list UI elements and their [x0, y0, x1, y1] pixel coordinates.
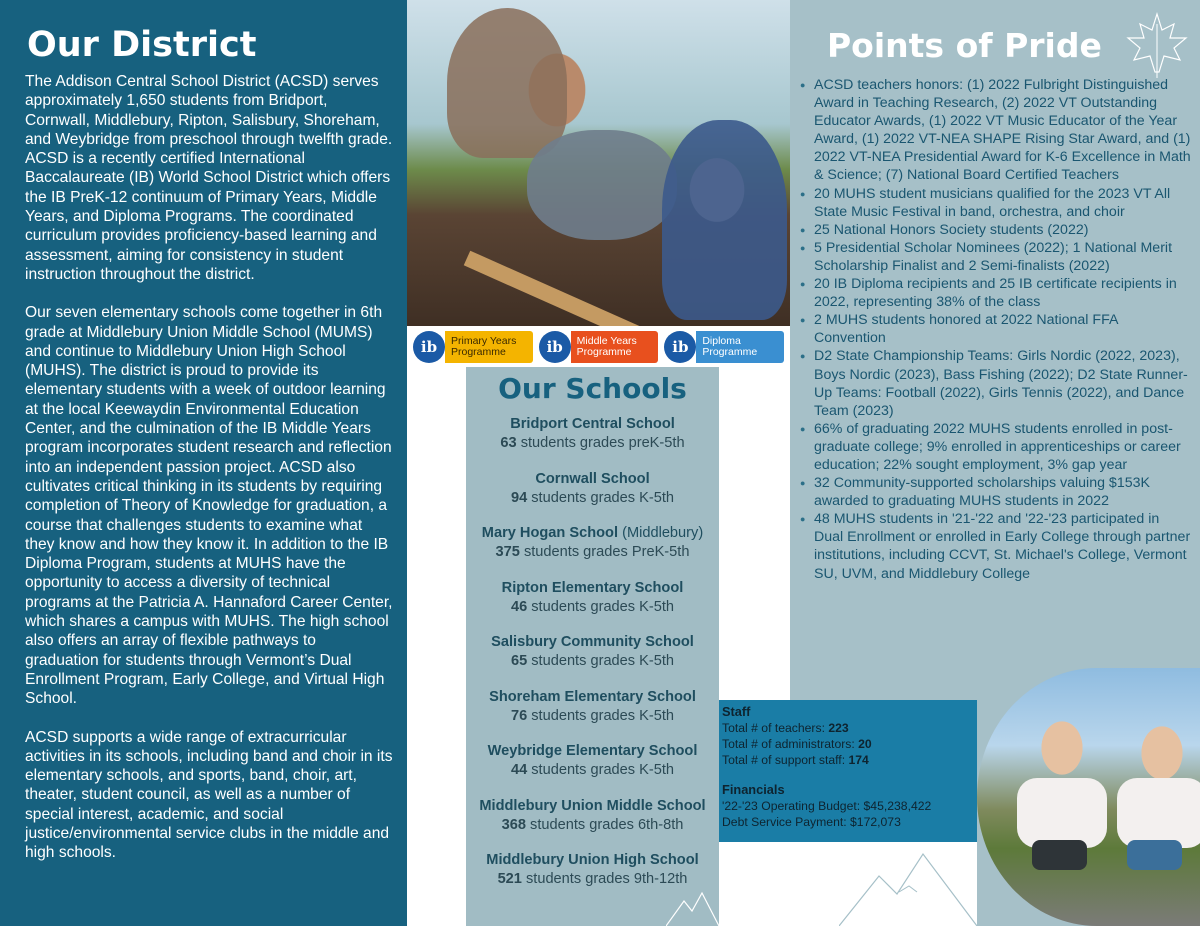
- grade-range: students grades K-5th: [527, 707, 675, 724]
- school-entry: [466, 851, 719, 889]
- school-name-text: Ripton Elementary School: [501, 579, 684, 596]
- pride-item: ● 5 Presidential Scholar Nominees (2022); 1 National Merit Scholarship Finalist and 2 Semi-finalists (2022): [796, 239, 1192, 275]
- photo-figure: [1117, 778, 1200, 848]
- mountain-icon: [666, 887, 719, 926]
- photo-figure: [447, 8, 567, 158]
- school-name-text: Mary Hogan School: [481, 525, 619, 541]
- school-name: [466, 633, 719, 652]
- mountain-icon: [839, 846, 977, 926]
- pride-list: [796, 76, 1192, 583]
- ib-primary-years-badge: [413, 331, 533, 363]
- grade-range: students grades K-5th: [527, 653, 675, 669]
- ib-badge-label: Programme: [702, 346, 758, 358]
- staff-financials-box: [719, 700, 977, 842]
- pride-item: ● D2 State Championship Teams: Girls Nordic (2022, 2023), Boys Nordic (2023), Bass Fishing (2022); D2 State Runner-Up Teams: Football (2022), Girls Tennis (2022), and Dance Team (2023): [796, 347, 1192, 419]
- school-entry: [466, 470, 719, 508]
- pride-item: ● 20 IB Diploma recipients and 25 IB certificate recipients in 2022, representing 38% of the class: [796, 275, 1192, 311]
- grade-range: students grades K-5th: [527, 762, 675, 778]
- admins-stat: [722, 736, 974, 752]
- stat-value: 174: [848, 753, 869, 767]
- grade-range: students grades 9th-12th: [521, 871, 688, 887]
- grade-range: students grades K-5th: [527, 598, 675, 615]
- ib-programmes-strip: [407, 326, 790, 368]
- support-stat: [722, 752, 974, 768]
- student-count: 368: [501, 816, 526, 833]
- pride-item: ● ACSD teachers honors: (1) 2022 Fulbright Distinguished Award in Teaching Research, (2) 2022 VT Outstanding Educator Awards, (1) 2022 VT Music Educator of the Year Award, (1) 2022 VT-NEA SHAPE Rising Star Award, and (1) 2022 VT-NEA Presidential Award for K-6 Excellence in Math & Science; (7) National Board Certified Teachers: [796, 76, 1192, 185]
- school-name-text: Cornwall School: [535, 470, 650, 487]
- ib-diploma-badge: [664, 331, 784, 363]
- our-schools-panel: [466, 367, 719, 926]
- ib-badge-label: Programme: [576, 346, 632, 358]
- stat-label: Total # of administrators:: [722, 737, 859, 751]
- student-count: 76: [510, 707, 528, 724]
- school-enrollment: [466, 761, 719, 780]
- school-name-text: Shoreham Elementary School: [489, 688, 696, 705]
- ib-logo-icon: ib: [539, 331, 571, 363]
- school-name: [466, 797, 719, 816]
- debt-stat: Debt Service Payment: $172,073: [722, 815, 901, 829]
- school-name: [466, 524, 719, 543]
- grade-range: students grades preK-5th: [516, 435, 685, 451]
- school-name: [466, 415, 719, 434]
- school-enrollment: [466, 652, 719, 671]
- stat-value: 20: [858, 737, 872, 751]
- ib-badge-label: Middle Years: [576, 335, 637, 347]
- school-enrollment: [466, 598, 719, 617]
- running-students-photo: [977, 668, 1200, 926]
- photo-figure: [662, 120, 787, 320]
- district-title: Our District: [27, 25, 257, 65]
- school-entry: [466, 415, 719, 453]
- school-place: (Middlebury): [618, 525, 704, 541]
- pride-item: ● 32 Community-supported scholarships valuing $153K awarded to graduating MUHS students in 2022: [796, 474, 1192, 510]
- school-entry: [466, 742, 719, 780]
- school-entry: [466, 633, 719, 671]
- grade-range: students grades K-5th: [527, 489, 675, 506]
- school-name: [466, 851, 719, 870]
- our-district-panel: [0, 0, 407, 926]
- photo-figure: [527, 130, 677, 240]
- maple-leaf-icon: [1122, 10, 1192, 80]
- district-paragraph: Our seven elementary schools come together in 6th grade at Middlebury Union Middle School (MUMS) and continue to Middlebury Union High School (MUHS). The district is proud to provide its elementary students with a week of outdoor learning at the local Keewaydin Environmental Education Center, and the culmination of the IB Middle Years program incorporates student research and reflection into an independent passion project. ACSD also cultivates critical thinking in its students by requiring completion of Theory of Knowledge for graduation, a course that challenges students to examine what they know and how they know it. In addition to the IB Diploma Program, students at MUHS have the opportunity to access a diversity of technical programs at the Patricia A. Hannaford Career Center, which shares a campus with MUHS. The high school also offers an array of flexible pathways to graduation for students through Vermont’s Dual Enrollment Program, Early College, and Virtual High School.: [25, 304, 393, 708]
- student-count: 65: [510, 653, 528, 669]
- pride-item: ● 48 MUHS students in '21-'22 and '22-'23 participated in Dual Enrollment or enrolled in Early College through partner institutions, including CCVT, St. Michael's College, Vermont SU, UVM, and Middlebury College: [796, 510, 1192, 582]
- school-enrollment: [466, 543, 719, 562]
- pride-item: ● 20 MUHS student musicians qualified for the 2023 VT All State Music Festival in band, orchestra, and choir: [796, 185, 1192, 221]
- points-of-pride-panel: [790, 0, 1200, 676]
- ib-badge-label: Primary Years: [451, 335, 517, 347]
- pride-item: ● 25 National Honors Society students (2022): [796, 221, 1192, 239]
- student-count: 46: [510, 598, 528, 615]
- school-entry: [466, 797, 719, 835]
- stat-label: Total # of support staff:: [722, 753, 849, 767]
- student-count: 94: [510, 489, 528, 506]
- grade-range: students grades PreK-5th: [519, 544, 690, 560]
- school-name-text: Bridport Central School: [510, 416, 675, 432]
- ib-badge-label: Diploma: [702, 335, 741, 347]
- garden-students-photo: [407, 0, 790, 326]
- school-name-text: Middlebury Union High School: [486, 852, 699, 868]
- student-count: 521: [497, 871, 522, 887]
- photo-figure: [1017, 778, 1107, 848]
- photo-figure: [1032, 840, 1087, 870]
- stat-value: 223: [828, 721, 849, 735]
- school-name-text: Middlebury Union Middle School: [479, 797, 706, 814]
- student-count: 63: [500, 435, 517, 451]
- stat-label: Total # of teachers:: [722, 721, 829, 735]
- school-entry: [466, 688, 719, 726]
- staff-heading: Staff: [722, 704, 751, 719]
- financials-heading: Financials: [722, 782, 785, 797]
- student-count: 375: [495, 544, 520, 560]
- school-entry: [466, 524, 719, 562]
- budget-stat: '22-'23 Operating Budget: $45,238,422: [722, 799, 932, 813]
- pride-item: ● 2 MUHS students honored at 2022 National FFA Convention: [796, 311, 1192, 347]
- mountain-area: [719, 842, 977, 926]
- schools-title: Our Schools: [498, 372, 687, 405]
- district-paragraph: ACSD supports a wide range of extracurricular activities in its schools, including band and choir in its elementary schools, and sports, band, choir, art, theater, student council, as well as a number of special interest, academic, and social justice/environmental service clubs in the middle and high schools.: [25, 728, 393, 862]
- school-enrollment: [466, 434, 719, 453]
- student-count: 44: [510, 762, 528, 778]
- ib-logo-icon: ib: [664, 331, 696, 363]
- ib-middle-years-badge: [539, 331, 659, 363]
- pride-item: ● 66% of graduating 2022 MUHS students enrolled in post-graduate college; 9% enrolled in apprenticeships or career education; 22% sought employment, 3% gap year: [796, 420, 1192, 474]
- school-name: [466, 688, 719, 707]
- school-enrollment: [466, 816, 719, 835]
- school-name-text: Weybridge Elementary School: [487, 743, 698, 759]
- school-name-text: Salisbury Community School: [491, 634, 694, 650]
- teachers-stat: [722, 720, 974, 736]
- school-name: [466, 470, 719, 489]
- school-list: [466, 415, 719, 889]
- ib-badge-label: Programme: [451, 346, 506, 358]
- school-enrollment: [466, 489, 719, 508]
- grade-range: students grades 6th-8th: [525, 816, 684, 833]
- school-name: [466, 742, 719, 761]
- ib-logo-icon: ib: [413, 331, 445, 363]
- photo-figure: [1127, 840, 1182, 870]
- pride-title: Points of Pride: [827, 26, 1102, 65]
- school-enrollment: [466, 707, 719, 726]
- district-paragraph: The Addison Central School District (ACSD) serves approximately 1,650 students from Bridport, Cornwall, Middlebury, Ripton, Salisbury, Shoreham, and Weybridge from preschool through twelfth grade. ACSD is a recently certified International Baccalaureate (IB) World School District which offers the IB PreK-12 continuum of Primary Years, Middle Years, and Diploma Programs. The coordinated curriculum provides proficiency-based learning and assessment, aiming for consistency in student instruction throughout the district.: [25, 73, 393, 283]
- school-entry: [466, 579, 719, 617]
- school-name: [466, 579, 719, 598]
